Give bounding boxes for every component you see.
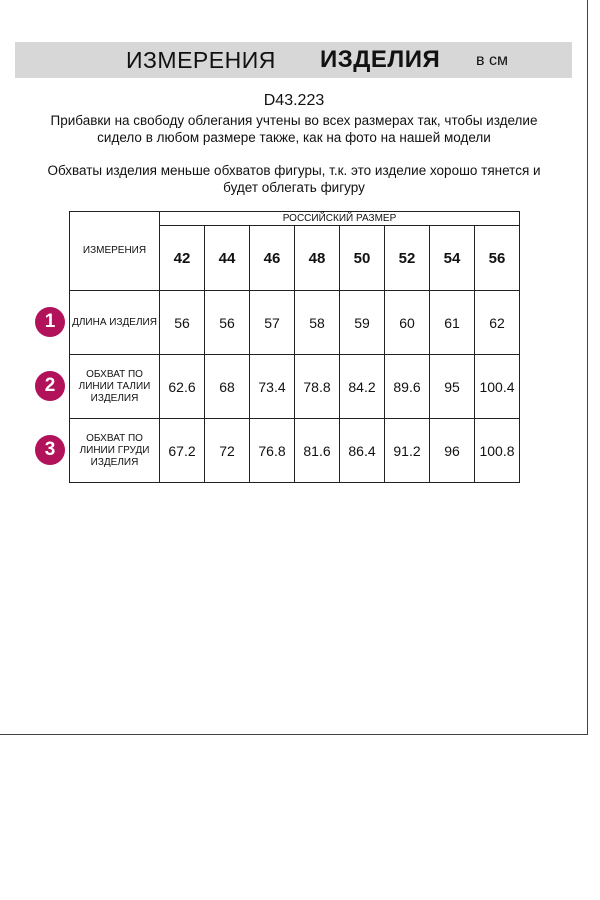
table-cell: 76.8 <box>250 419 295 483</box>
table-cell: 100.4 <box>475 355 520 419</box>
product-code: D43.223 <box>263 92 325 109</box>
size-44: 44 <box>205 226 250 291</box>
row-label-length: ДЛИНА ИЗДЕЛИЯ <box>70 291 160 355</box>
table-cell: 78.8 <box>295 355 340 419</box>
table-cell: 59 <box>340 291 385 355</box>
table-cell: 81.6 <box>295 419 340 483</box>
row-label-waist: ОБХВАТ ПО ЛИНИИ ТАЛИИ ИЗДЕЛИЯ <box>70 355 160 419</box>
row-number-badge-3: 3 <box>35 435 65 465</box>
header-word-measurements: ИЗМЕРЕНИЯ <box>126 47 276 73</box>
stretch-note: Обхваты изделия меньше обхватов фигуры, т.к. это изделие хорошо тянется и будет облегать фигуру <box>47 163 541 195</box>
size-54: 54 <box>430 226 475 291</box>
row-number-badge-2: 2 <box>35 371 65 401</box>
size-52: 52 <box>385 226 430 291</box>
table-cell: 67.2 <box>160 419 205 483</box>
table-cell: 56 <box>205 291 250 355</box>
table-cell: 96 <box>430 419 475 483</box>
table-cell: 61 <box>430 291 475 355</box>
table-cell: 60 <box>385 291 430 355</box>
table-cell: 73.4 <box>250 355 295 419</box>
table-row-chest <box>70 419 520 483</box>
russian-size-header: РОССИЙСКИЙ РАЗМЕР <box>160 212 520 226</box>
table-cell: 89.6 <box>385 355 430 419</box>
table-cell: 57 <box>250 291 295 355</box>
table-row-waist <box>70 355 520 419</box>
size-50: 50 <box>340 226 385 291</box>
row-number-badge-1: 1 <box>35 307 65 337</box>
size-42: 42 <box>160 226 205 291</box>
table-cell: 95 <box>430 355 475 419</box>
table-cell: 100.8 <box>475 419 520 483</box>
fit-allowance-note: Прибавки на свободу облегания учтены во всех размерах так, чтобы изделие сидело в любом размере также, как на фото на нашей модели <box>50 113 538 145</box>
table-cell: 62.6 <box>160 355 205 419</box>
measurements-header: ИЗМЕРЕНИЯ <box>70 212 160 291</box>
table-cell: 56 <box>160 291 205 355</box>
table-cell: 84.2 <box>340 355 385 419</box>
header-word-product: ИЗДЕЛИЯ <box>320 46 441 73</box>
table-header-row <box>70 212 520 226</box>
table-cell: 68 <box>205 355 250 419</box>
table-cell: 91.2 <box>385 419 430 483</box>
table-cell: 86.4 <box>340 419 385 483</box>
table-row-length <box>70 291 520 355</box>
size-table <box>69 211 520 483</box>
table-cell: 58 <box>295 291 340 355</box>
header-unit: в см <box>476 52 508 69</box>
size-46: 46 <box>250 226 295 291</box>
table-cell: 62 <box>475 291 520 355</box>
size-56: 56 <box>475 226 520 291</box>
row-label-chest: ОБХВАТ ПО ЛИНИИ ГРУДИ ИЗДЕЛИЯ <box>70 419 160 483</box>
table-cell: 72 <box>205 419 250 483</box>
size-48: 48 <box>295 226 340 291</box>
